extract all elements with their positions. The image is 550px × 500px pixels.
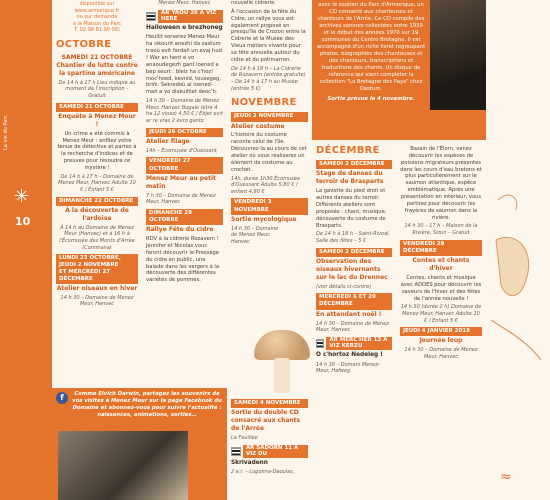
event-info: (voir détails ci-contre)	[316, 283, 372, 290]
event-title: O c'hortoz Nedeleg !	[316, 351, 383, 358]
event-title: Sortie mycologique	[231, 215, 297, 223]
event-info: 14 h 30 – Domaine de Menez Meur, Hanvec	[60, 294, 134, 308]
breton-flag-icon	[231, 447, 241, 456]
cd-release: Sortie prévue le 4 novembre.	[327, 95, 415, 102]
event-title: Observation des oiseaux hivernants sur le lac du Drennec	[316, 257, 388, 281]
event-title: À la découverte de l'ardoise	[65, 206, 129, 222]
page-number: 10	[15, 215, 31, 228]
event-info: De 14 h à 18 h – Saint-Rivoal, Salle des fêtes – 5 €	[316, 231, 391, 244]
intro-line: à la Maison du Parc	[72, 20, 122, 27]
intro-line: ou sur demande	[76, 14, 118, 21]
facebook-text: Comme Elvich Darwin, partagez les souvenirs de vos visites à Menez Meur sur la page Facebook du Domaine et abonnez-vous pour suivre l'actualité : naissances, animations, sorties…	[72, 391, 222, 418]
event-date: SAMEDI 21 OCTOBRE	[56, 103, 138, 112]
month-heading: NOVEMBRE	[231, 97, 297, 109]
breton-flag-icon	[146, 12, 156, 21]
event-title: Atelier costume	[231, 122, 285, 130]
sidebar	[0, 0, 52, 500]
event-date: JEUDI 4 JANVIER 2018	[400, 327, 482, 336]
event-title: Rallye Fête du cidre	[146, 226, 214, 234]
column-3-lower	[227, 396, 312, 500]
event-date: DIMANCHE 29 OCTOBRE	[146, 209, 223, 226]
event-title: Halloween e brezhoneg	[146, 24, 223, 31]
event-date: MERCREDI 6 ET 20 DÉCEMBRE	[316, 293, 392, 310]
intro-text	[56, 1, 138, 34]
website-link[interactable]: www.armorique.fr	[74, 7, 120, 14]
event-title: Sortie du double CD consacré aux chants de l'Arrée	[231, 409, 301, 433]
breton-badge	[316, 337, 392, 350]
event-date: JEUDI 2 NOVEMBRE	[231, 112, 308, 121]
breton-date: AR MERC'HER 13 A VIZ KERZU	[326, 337, 392, 350]
event-date: LUNDI 23 OCTOBRE,	[59, 255, 121, 262]
event-title: Atelier filage	[146, 137, 190, 145]
donkey-photo	[58, 431, 188, 500]
sidebar-vertical-text: La vie du Parc	[3, 115, 9, 150]
event-body: Un crime a été commis à Menez Meur : enfilez votre tenue de détective et partez à la recherche d'indices et de preuves pour résoudre ce mystère !	[57, 130, 137, 172]
event-info: 14 h 30 – Domaine de Menez Meur, Hanvec	[231, 225, 279, 245]
month-heading: OCTOBRE	[56, 38, 112, 50]
breton-badge	[231, 445, 308, 458]
breton-date: AR SADORN 11 A VIZ DU	[243, 445, 308, 458]
event-body: L'histoire du costume raconte celui de l'île. Découvrez-la au cours de cet atelier où vous réaliserez un élément de costume au crochet.	[231, 132, 307, 173]
event-info: 14h, durée 1h30 Écomusée d'Ouessant Adulte 5,80 € / enfant 4,80 €	[231, 175, 300, 195]
event-date: SAMEDI 2 DÉCEMBRE	[316, 160, 392, 169]
event-date-multi	[56, 254, 138, 284]
event-info: 14 h 30 – Domaine de Menez Meur, Hanvec	[316, 320, 389, 334]
event-info: De 14 h à 18 h – La Cidrerie de Rozavern (entrée gratuite) – De 14 h à 17 h au Musée (entrée 5 €)	[231, 65, 306, 92]
event-date: VENDREDI 29 DÉCEMBRE	[400, 240, 482, 257]
event-info: Menez Meur, Hanvec	[158, 0, 211, 6]
event-date: ET MERCREDI 27	[59, 268, 111, 275]
breton-flag-icon	[316, 339, 324, 348]
event-date: JEUDI 2 NOVEMBRE	[59, 261, 119, 268]
intro-line: disponible sur	[79, 1, 115, 7]
event-date: DIMANCHE 22 OCTOBRE	[56, 197, 138, 206]
event-title: Skrivadenn	[231, 459, 268, 466]
event-body: RDV à la cidrerie Rozavern ! Jennifer et Nicolas vous feront découvrir le Pressage du cidre en public, une balade dans les vergers à la découverte des différentes variétés de pommes.	[146, 236, 220, 284]
event-body: Bassin de l'Élorn, venez découvrir les espèces de poissons migrateurs présentes dans les cours d'eau bretons et plus particulièrement sur le saumon atlantique, espèce emblématique. Après une présentation en intérieur, vous partirez pour découvrir les frayères de saumon dans la rivière.	[400, 146, 482, 221]
cd-description: avec le soutien du Parc d'Armorique, un CD consacré aux chanteuses et chanteurs de l'Arrée. Ce CD compile des archives sonores collectées entre 1939 et le début des années 1970 sur 19 communes du Centre Bretagne. Il est accompagné d'un riche livret regroupant photos, biographies des chanteuses et des chanteurs, transcriptions et traductions des chants. Un disque de référence qui vient compléter la collection "La Bretagne des Pays" chez Dastum.	[316, 2, 426, 92]
event-info: 2 e.r. – Logonna-Daoulas,	[231, 469, 295, 476]
event-info: 14 h 30 – Domani Menez-Meur, Hafweg	[316, 361, 380, 375]
event-info: 14 h 30 (durée 2 h) Domaine de Menez Meur, Hanvec Adulte 10 € / Enfant 5 €	[400, 304, 482, 324]
event-title: Stage de danses du terroir de Brasparts	[316, 170, 384, 186]
event-body: nouvelle cidrerie.	[231, 0, 276, 6]
month-heading: DÉCEMBRE	[316, 145, 380, 156]
signature-decoration: ≈	[500, 469, 512, 485]
event-info: À 14 h au Domaine de Menez Meur (Hanvec) et à 16 h à l'Écomusée des Monts d'Arrée (Commana)	[59, 224, 135, 251]
mushroom-stem	[274, 358, 290, 393]
event-info: De 14 h à 17 h – Domaine de Menez Meur, Hanvec Adulte 10 € / Enfant 5 €	[58, 173, 136, 194]
breton-badge	[146, 10, 223, 23]
event-info: De 14 h à 17 h Lieu indiqué au moment de l'inscription – Gratuit	[58, 79, 136, 100]
breton-date: AR YAOU 26 A VIZ HERE	[158, 10, 223, 23]
event-body: À l'occasion de la fête du Cidre, un rallye vous est également proposé en presqu'île de Crozon entre la Cidrerie et le Musée des Vieux métiers vivants pour sa fête annuelle autour du cidre et du potimarron.	[231, 8, 306, 63]
event-info: 14 h 30 – Domaine de Menez Meur, Hanvec	[404, 347, 478, 360]
event-date: DÉCEMBRE	[59, 275, 93, 282]
cd-announcement	[312, 0, 486, 140]
facebook-icon[interactable]: f	[56, 392, 68, 404]
facebook-promo	[52, 388, 227, 500]
event-title: Journée loup	[419, 337, 463, 345]
right-decor	[486, 0, 550, 500]
event-info: 7 h 30 – Domaine de Menez Meur, Hanvec	[146, 192, 216, 206]
event-body: Heuliit sorserez Menez-Meur ha sikourit anezhi da zastum traoù evit fardañ un evaj hud ! War an hent e vo anaoudegezh gant loened a bep seurt : bleiz ha c'hoz! moc'hoed, kevnid, tousegeg, briñi. Sekredoù al loened-mañ a vo diskuilhet deoc'h.	[146, 34, 222, 96]
event-title: Enquête à Menez Meur !	[58, 112, 136, 128]
event-date: VENDREDI 3 NOVEMBRE	[231, 198, 308, 215]
mushroom-cap	[254, 330, 310, 360]
event-info: 14 h 30 – Domaine de Menez Meur, Hanvec Bugale (etre 4 ha 12 vloaz) 4,50 € / Ebjet evit ar re vras 2 euro ganto	[146, 98, 223, 124]
column-decembre	[312, 140, 396, 500]
event-title: Menez Meur au petit matin	[146, 174, 216, 190]
event-info: 14 h 30 – 17 h – Maison de la Rivière, Sizun – Gratuit	[404, 223, 478, 237]
event-info: La Feuillée	[231, 434, 258, 441]
snowflake-icon: ✳	[14, 186, 30, 207]
singers-photo	[430, 0, 486, 110]
event-date: VENDREDI 27 OCTOBRE	[146, 157, 223, 174]
intro-line: T. 02 98 81 90 08)	[74, 27, 120, 34]
event-body: La gavotte du pied droit et autres danses du terroir. Différents ateliers sont proposés : chant, musique, découverte du costume de Brasparts.	[316, 188, 387, 229]
event-date: SAMEDI 21 OCTOBRE	[61, 54, 133, 62]
event-info: 14h – Écomusée d'Ouessant	[146, 147, 217, 154]
event-title: Contes et chants d'hiver	[412, 257, 470, 273]
event-date: SAMEDI 4 NOVEMBRE	[231, 399, 308, 408]
event-title: En attendant noël !	[316, 310, 382, 318]
cd-text	[316, 2, 426, 103]
column-5	[396, 140, 486, 500]
event-date: SAMEDI 2 DÉCEMBRE	[316, 248, 392, 257]
event-body: Contes, chants et musique avec ADDES pour découvrir les saveurs de l'hiver et des fêtes de l'année nouvelle !	[400, 274, 482, 302]
event-title: Atelier oiseaux en hiver	[56, 284, 138, 292]
bird-illustration	[486, 0, 550, 500]
event-date: JEUDI 26 OCTOBRE	[146, 128, 223, 137]
event-title: Chantier de lutte contre la spartine américaine	[56, 62, 138, 77]
mushroom-illustration	[250, 330, 312, 395]
